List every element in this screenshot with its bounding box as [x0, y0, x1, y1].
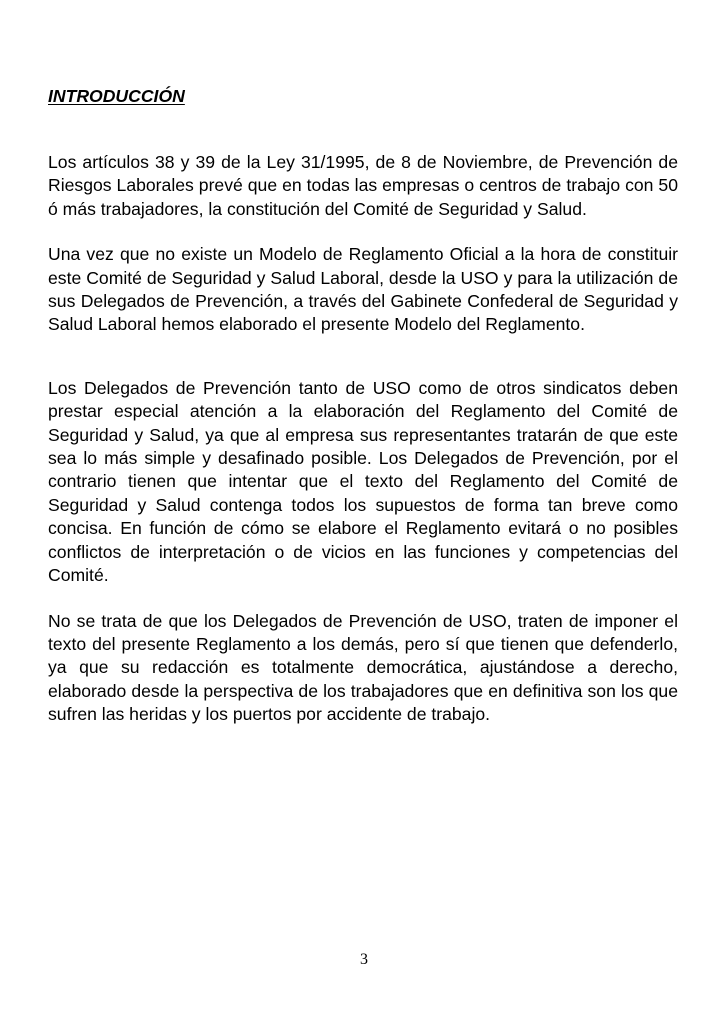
- paragraph-1: Los artículos 38 y 39 de la Ley 31/1995, de 8 de Noviembre, de Prevención de Riesgos Laborales prevé que en todas las empresas o centros de trabajo con 50 ó más trabajadores, la constitución del Comité de Seguridad y Salud.: [48, 152, 678, 219]
- spacer: [48, 337, 678, 377]
- page-number: 3: [360, 951, 368, 968]
- spacer: [48, 108, 678, 151]
- paragraph-2: Una vez que no existe un Modelo de Reglamento Oficial a la hora de constituir este Comité de Seguridad y Salud Laboral, desde la USO y para la utilización de sus Delegados de Prevención, a través del Gabinete Confederal de Seguridad y Salud Laboral hemos elaborado el presente Modelo del Reglamento.: [48, 244, 678, 335]
- spacer: [48, 588, 678, 610]
- document-body: [48, 84, 678, 727]
- paragraph-3: Los Delegados de Prevención tanto de USO como de otros sindicatos deben prestar especial atención a la elaboración del Reglamento del Comité de Seguridad y Salud, ya que al empresa sus representantes tratarán de que este sea lo más simple y desafinado posible. Los Delegados de Prevención, por el contrario tienen que intentar que el texto del Reglamento del Comité de Seguridad y Salud contenga todos los supuestos de forma tan breve como concisa. En función de cómo se elabore el Reglamento evitará o no posibles conflictos de interpretación o de vicios en las funciones y competencias del Comité.: [48, 377, 678, 586]
- paragraph-4: No se trata de que los Delegados de Prevención de USO, traten de imponer el texto del presente Reglamento a los demás, pero sí que tienen que defenderlo, ya que su redacción es totalmente democrática, ajustándose a derecho, elaborado desde la perspectiva de los trabajadores que en definitiva son los que sufren las heridas y los puertos por accidente de trabajo.: [48, 610, 678, 725]
- spacer: [48, 221, 678, 243]
- section-title: INTRODUCCIÓN: [48, 86, 185, 106]
